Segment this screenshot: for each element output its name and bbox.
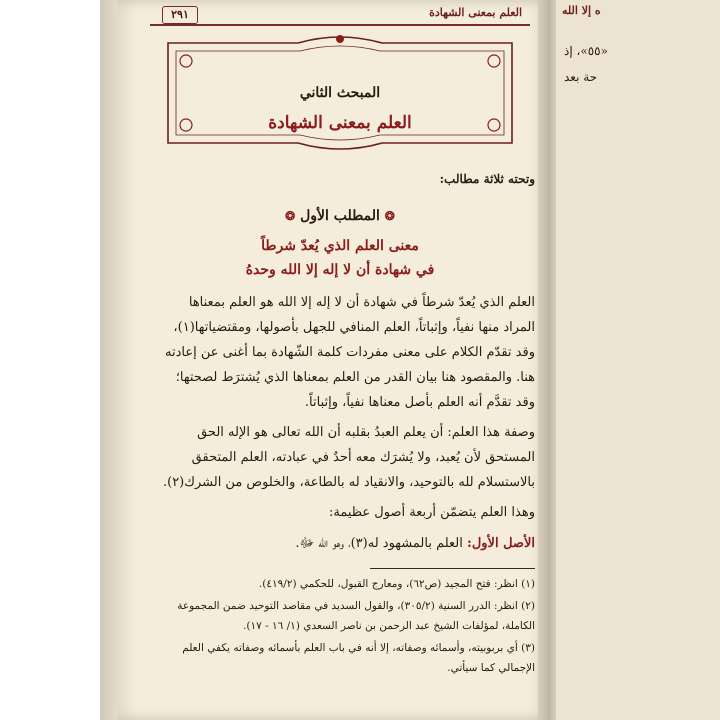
running-title: العلم بمعنى الشهادة [429, 6, 522, 19]
body-line: وقد تقدَّم أنه العلم بأصل معناها نفياً، وإثباتاً. [304, 395, 535, 410]
header-rule [150, 24, 530, 26]
body-line: المراد منها نفياً، وإثباتاً، العلم المنافي للجهل بأصولها، ومقتضياتها(١)، [173, 320, 535, 335]
body-line: هنا. والمقصود هنا بيان القدر من العلم بمعناها الذي يُشترَط لصحتها؛ [175, 370, 535, 385]
running-header [150, 4, 530, 24]
facing-page-header: ه إلا الله [562, 4, 601, 17]
ornament-icon: ❂ [285, 209, 296, 223]
body-line: وهذا العلم يتضمّن أربعة أصول عظيمة: [328, 505, 535, 520]
footnote-line: الكاملة، لمؤلفات الشيخ عبد الرحمن بن ناصر السعدي (١/ ١٦ - ١٧). [243, 620, 535, 632]
footnote-line: (١) انظر: فتح المجيد (ص٦٢)، ومعارج القبول، للحكمي (٤١٩/٢). [258, 578, 535, 590]
body-line: المستحق لأن يُعبد، ولا يُشرَك معه أحدٌ في عبادته، العلم المتحقق [191, 450, 535, 465]
subsection-label-row [150, 208, 530, 224]
footnote-line: (٣) أي بربوبيته، وأسمائه وصفاته، إلا أنه في باب العلم بأسمائه وصفاته يكفي العلم [182, 642, 535, 654]
footnote-line: (٢) انظر: الدرر السنية (٣٠٥/٢)، والقول السديد في مقاصد التوحيد ضمن المجموعة [177, 600, 535, 612]
principle-line [295, 535, 535, 554]
section-frame [158, 33, 522, 153]
intro-text: وتحته ثلاثة مطالب: [439, 172, 535, 186]
facing-page-line: حة بعد [564, 70, 598, 84]
principle-text: العلم بالمشهود له(٣)، وهو الله ﷻ. [295, 536, 463, 551]
subsection-title-line: معنى العلم الذي يُعدّ شرطاً [261, 238, 419, 254]
facing-page-line: «٥٥»، إذ [564, 44, 608, 58]
body-line: وصفة هذا العلم: أن يعلم العبدُ بقلبه أن الله تعالى هو الإله الحق [197, 425, 535, 440]
ornament-icon: ❂ [384, 209, 395, 223]
footnote-line: الإجمالي كما سيأتي. [447, 662, 535, 674]
subsection-label: المطلب الأول [300, 208, 380, 224]
principle-label: الأصل الأول: [467, 536, 535, 551]
section-title: العلم بمعنى الشهادة [268, 113, 412, 133]
footnote-rule [370, 568, 535, 569]
body-line: وقد تقدّم الكلام على معنى مفردات كلمة الشّهادة بما أغنى عن إعادته [165, 345, 535, 360]
section-label: المبحث الثاني [299, 85, 381, 101]
page-number: ٢٩١ [162, 6, 198, 24]
facing-page [556, 0, 720, 720]
subsection-title-line: في شهادة أن لا إله إلا الله وحدهُ [245, 262, 435, 278]
body-line: العلم الذي يُعدّ شرطاً في شهادة أن لا إله إلا الله هو العلم بمعناها [188, 295, 535, 310]
body-line: بالاستسلام لله بالتوحيد، والانقياد له بالطاعة، والخلوص من الشرك(٢). [162, 475, 535, 490]
